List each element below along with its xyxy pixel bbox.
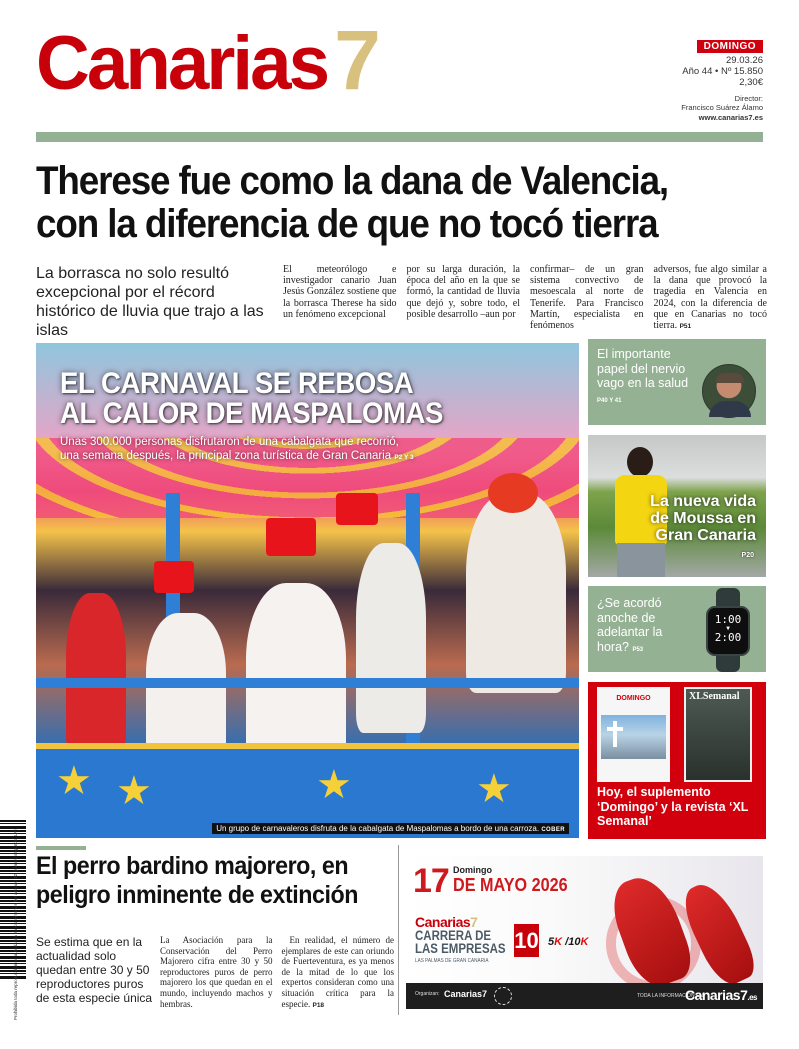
distance-10: 10 xyxy=(568,936,581,948)
logo-word: Canarias xyxy=(36,21,328,106)
organizer-label: Organizan: xyxy=(415,991,440,997)
float-rail xyxy=(36,678,579,688)
teaser-cambio-hora[interactable] xyxy=(588,586,766,672)
day-badge: DOMINGO xyxy=(697,40,763,53)
lead-column-1: El meteorólogo e investigador canario Juan Jesús González sostiene que la borrasca Therese ha sido un fenómeno excepcional xyxy=(283,264,397,320)
info-brand: Canarias7 xyxy=(684,987,748,1003)
director-label: Director: xyxy=(734,94,763,103)
lead-column-4-text: adversos, fue algo similar a la dana que provocó la tragedia en Valencia en 2024, con la diferencia de que en Canarias no tocó tierra. xyxy=(653,264,767,332)
ad-event-line1: CARRERA DE xyxy=(415,928,492,943)
distance-5: 5 xyxy=(548,936,555,948)
person-right xyxy=(356,543,426,733)
avatar-hair xyxy=(716,373,744,383)
teaser-title: Hoy, el suplemento ‘Domingo’ y la revista ‘XL Semanal’ xyxy=(597,785,749,828)
teaser-title xyxy=(650,493,756,544)
hero-subtitle-line1: Unas 300.000 personas disfrutaron de una cabalgata que recorrió, xyxy=(60,436,399,448)
ad-date-month: DE MAYO 2026 xyxy=(453,875,568,895)
page-ref[interactable]: P18 xyxy=(312,1001,325,1009)
lead-headline[interactable] xyxy=(36,160,708,246)
teaser-moussa[interactable] xyxy=(588,435,766,577)
info-website-link[interactable] xyxy=(685,987,757,1003)
page-ref[interactable]: P20 xyxy=(741,552,754,559)
watch-face xyxy=(706,606,750,656)
newspaper-logo[interactable] xyxy=(36,13,381,107)
bottom-headline-line2: peligro inminente de extinción xyxy=(36,881,358,909)
masthead-divider xyxy=(36,132,763,142)
bottom-column-2 xyxy=(282,935,395,1011)
lead-headline-line1: Therese fue como la dana de Valencia, xyxy=(36,159,669,203)
teaser-title-line2: de Moussa en xyxy=(650,510,756,527)
portrait-avatar xyxy=(702,364,756,418)
teaser-title-line1: La nueva vida xyxy=(650,493,756,510)
ad-brand-word: Canarias xyxy=(415,914,471,930)
distance-unit: K xyxy=(580,936,589,948)
lead-body xyxy=(283,264,767,332)
photo-credit: COBER xyxy=(541,827,565,833)
xl-semanal-cover xyxy=(684,687,752,782)
column-divider xyxy=(398,845,399,1015)
watch-time-to: 2:00 xyxy=(714,631,742,644)
ad-event-name xyxy=(415,929,506,955)
person-camera xyxy=(146,613,226,763)
teaser-title-text: El importante papel del nervio vago en la salud xyxy=(597,347,689,390)
teaser-title-line3: Gran Canaria xyxy=(655,527,756,544)
moussa-jeans xyxy=(617,543,665,577)
red-hat xyxy=(336,493,378,525)
magazine-photo xyxy=(601,715,666,759)
avatar-suit xyxy=(709,401,751,417)
hero-title[interactable] xyxy=(60,369,443,429)
page-ref[interactable]: P2 Y 3 xyxy=(394,454,414,461)
lead-column-2: por su larga duración, la época del año en la que se formó, la cantidad de lluvia que dejó y, sobre todo, el posible desarrollo –aun por xyxy=(406,264,520,320)
issue-meta xyxy=(681,40,763,123)
red-hat xyxy=(266,518,316,556)
ad-brand-number: 7 xyxy=(470,914,478,930)
star-icon: ★ xyxy=(56,759,92,803)
hero-title-line2: AL CALOR DE MASPALOMAS xyxy=(60,397,443,430)
lead-column-4 xyxy=(654,264,768,332)
star-icon: ★ xyxy=(316,763,352,807)
magazine-title: DOMINGO xyxy=(616,695,651,702)
issue-price: 2,30€ xyxy=(739,77,763,88)
red-hat xyxy=(154,561,194,593)
cross-icon xyxy=(613,721,617,747)
teaser-title xyxy=(597,596,687,657)
smartwatch-icon xyxy=(706,588,750,672)
teaser-title xyxy=(597,347,701,408)
tenth-edition-badge: 10 xyxy=(514,924,539,957)
cross-icon-bar xyxy=(607,727,623,731)
website-link[interactable]: www.canarias7.es xyxy=(698,113,763,122)
bottom-column-1: La Asociación para la Conservación del Perro Majorero cifra entre 30 y 50 reproductores puros de perro majorero los que quedan en el mundo, incluyendo machos y hembras. xyxy=(160,935,273,1009)
bottom-headline[interactable] xyxy=(36,852,358,910)
hero-subtitle xyxy=(60,435,414,465)
teaser-title-text: ¿Se acordó anoche de adelantar la hora? xyxy=(597,596,663,654)
legal-notice: Prohibida toda reproducción no autorizada en los términos del artículo 32, párrafo segundo, LPI. xyxy=(13,828,18,1020)
watch-time-from: 1:00 xyxy=(714,613,742,626)
director-name: Francisco Suárez Álamo xyxy=(681,103,763,112)
section-marker xyxy=(36,846,86,850)
ad-event-line2: LAS EMPRESAS xyxy=(415,941,506,956)
info-label: TODA LA INFORMACIÓN EN xyxy=(636,993,703,999)
domingo-magazine-cover xyxy=(597,687,670,782)
carnival-photo[interactable] xyxy=(36,343,579,838)
bottom-headline-line1: El perro bardino majorero, en xyxy=(36,852,349,880)
photo-caption xyxy=(212,823,569,834)
teaser-nervio-vago[interactable] xyxy=(588,339,766,425)
lead-subhead: La borrasca no solo resultó excepcional por el récord histórico de lluvia que trajo a las islas xyxy=(36,265,264,339)
ad-date-number: 17 xyxy=(413,862,449,900)
page-ref[interactable]: P53 xyxy=(632,646,644,653)
moussa-head xyxy=(627,447,653,477)
lead-headline-line2: con la diferencia de que no tocó tierra xyxy=(36,202,658,246)
red-wig xyxy=(488,473,538,513)
bottom-column-2-text: En realidad, el número de ejemplares de este can oriundo de Fuerteventura, es ya menos de la mitad de lo que los expertos consideran como una situación crítica para la especie. xyxy=(281,935,394,1009)
arrow-down-icon: ▼ xyxy=(726,625,730,632)
star-icon: ★ xyxy=(116,769,152,813)
distance-unit: K xyxy=(554,936,563,948)
organizer-logo: Canarias7 xyxy=(444,989,488,999)
magazine-title: XLSemanal xyxy=(689,691,740,702)
issue-number: Año 44 • Nº 15.850 xyxy=(682,66,763,77)
issue-date: 29.03.26 xyxy=(726,55,763,66)
ad-distances xyxy=(548,936,588,948)
star-icon: ★ xyxy=(476,767,512,811)
info-tld: .es xyxy=(747,993,757,1002)
page-ref[interactable]: P51 xyxy=(679,323,692,331)
race-advertisement[interactable] xyxy=(406,856,763,1009)
page-ref[interactable]: P40 Y 41 xyxy=(597,397,622,404)
ad-footer xyxy=(406,983,763,1009)
distance-separator: / xyxy=(565,936,569,948)
ad-place: LAS PALMAS DE GRAN CANARIA xyxy=(415,958,489,964)
person-ringmaster xyxy=(66,593,126,753)
logo-number: 7 xyxy=(334,13,381,107)
hero-title-line1: EL CARNAVAL SE REBOSA xyxy=(60,367,414,400)
caption-text: Un grupo de carnavaleros disfruta de la cabalgata de Maspalomas a bordo de una carroza. xyxy=(216,824,540,833)
teaser-suplementos[interactable] xyxy=(588,682,766,839)
lead-column-3: confirmar– de un gran sistema convectivo de mesoescala al norte de Tenerife. Para Francisco Martín, especialista en fenómenos xyxy=(530,264,644,332)
bottom-subhead: Se estima que en la actualidad solo quedan entre 30 y 50 reproductores puros de esta especie única xyxy=(36,935,153,1005)
ad-date-day: Domingo xyxy=(453,865,492,875)
partner-badge-icon xyxy=(494,987,512,1005)
person-wig xyxy=(466,493,566,693)
hero-subtitle-line2: una semana después, la principal zona turística de Gran Canaria xyxy=(60,450,392,462)
bottom-body xyxy=(160,935,394,1011)
